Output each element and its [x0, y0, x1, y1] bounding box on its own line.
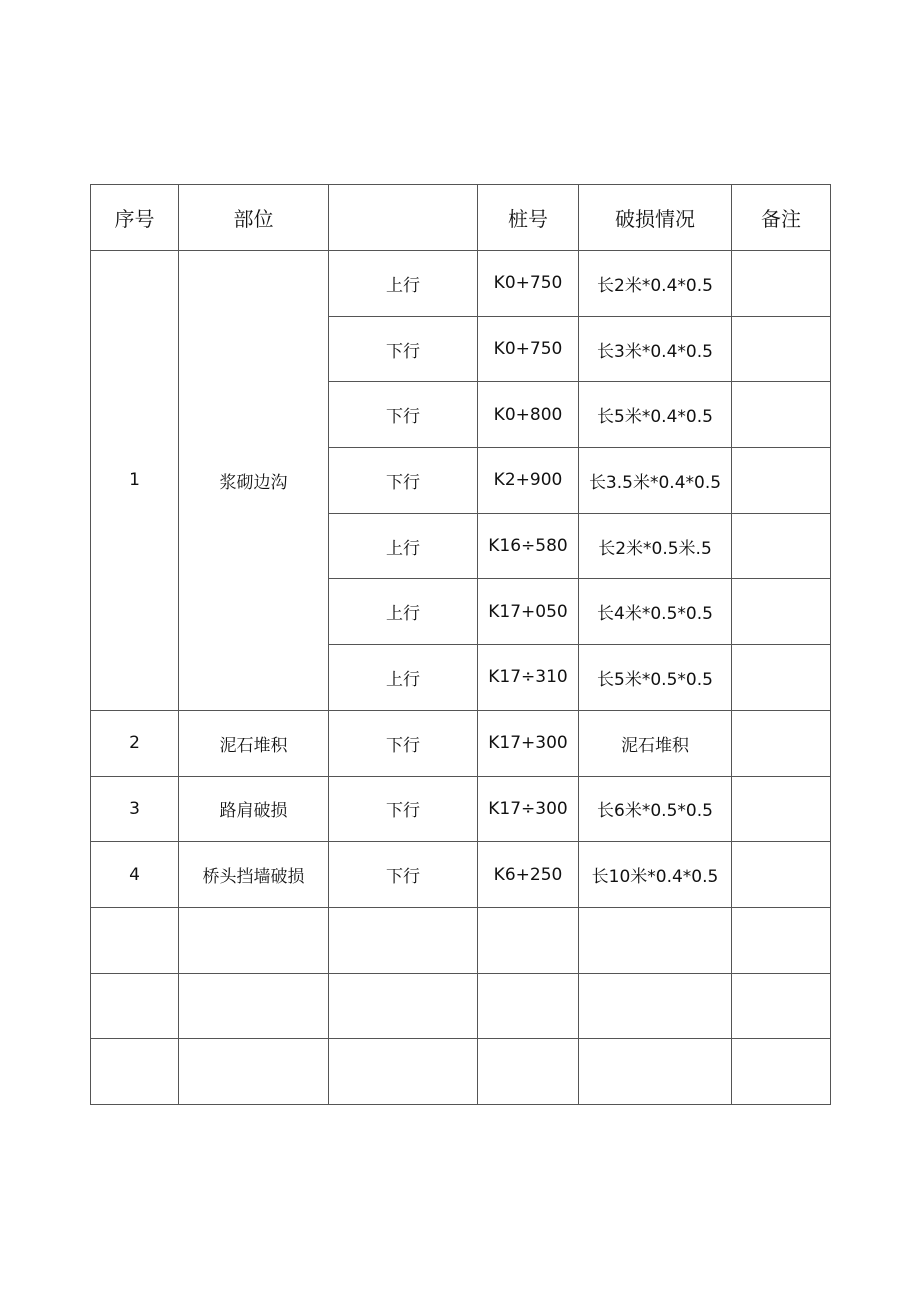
cell-part: [179, 973, 329, 1039]
cell-stake: K0+800: [478, 382, 579, 448]
cell-note: [732, 513, 831, 579]
damage-table: [90, 184, 831, 1105]
cell-no: 4: [91, 842, 179, 908]
header-note: 备注: [732, 185, 831, 251]
cell-note: [732, 776, 831, 842]
cell-part: 浆砌边沟: [179, 251, 329, 711]
cell-stake: K2+900: [478, 448, 579, 514]
cell-part: [179, 1039, 329, 1105]
cell-damage: 长3米*0.4*0.5: [579, 316, 732, 382]
cell-note: [732, 382, 831, 448]
table-row: [91, 710, 831, 776]
cell-direction: 下行: [329, 710, 478, 776]
cell-note: [732, 645, 831, 711]
cell-direction: 下行: [329, 776, 478, 842]
cell-note: [732, 579, 831, 645]
cell-stake: [478, 973, 579, 1039]
cell-stake: [478, 1039, 579, 1105]
cell-damage: 长2米*0.5米.5: [579, 513, 732, 579]
cell-direction: 下行: [329, 448, 478, 514]
cell-no: [91, 907, 179, 973]
cell-part: 泥石堆积: [179, 710, 329, 776]
cell-note: [732, 710, 831, 776]
cell-stake: [478, 907, 579, 973]
cell-direction: 上行: [329, 645, 478, 711]
cell-direction: 上行: [329, 513, 478, 579]
cell-direction: [329, 1039, 478, 1105]
cell-note: [732, 251, 831, 317]
cell-note: [732, 842, 831, 908]
header-direction: [329, 185, 478, 251]
cell-damage: [579, 973, 732, 1039]
table-row: [91, 1039, 831, 1105]
cell-stake: K17+050: [478, 579, 579, 645]
cell-no: 1: [91, 251, 179, 711]
cell-stake: K17÷310: [478, 645, 579, 711]
cell-stake: K16÷580: [478, 513, 579, 579]
cell-direction: 下行: [329, 842, 478, 908]
cell-note: [732, 316, 831, 382]
cell-damage: 长4米*0.5*0.5: [579, 579, 732, 645]
cell-part: 路肩破损: [179, 776, 329, 842]
cell-damage: 长2米*0.4*0.5: [579, 251, 732, 317]
cell-note: [732, 907, 831, 973]
table-row: [91, 842, 831, 908]
table-row: [91, 251, 831, 317]
cell-no: 2: [91, 710, 179, 776]
cell-note: [732, 973, 831, 1039]
header-row: [91, 185, 831, 251]
cell-direction: 上行: [329, 251, 478, 317]
cell-direction: [329, 907, 478, 973]
cell-no: [91, 1039, 179, 1105]
cell-damage: [579, 1039, 732, 1105]
table-row: [91, 776, 831, 842]
cell-note: [732, 448, 831, 514]
header-stake: 桩号: [478, 185, 579, 251]
cell-stake: K17÷300: [478, 776, 579, 842]
cell-damage: 长5米*0.5*0.5: [579, 645, 732, 711]
header-no: 序号: [91, 185, 179, 251]
cell-stake: K0+750: [478, 251, 579, 317]
cell-damage: 泥石堆积: [579, 710, 732, 776]
cell-direction: 下行: [329, 316, 478, 382]
cell-part: [179, 907, 329, 973]
table-row: [91, 973, 831, 1039]
cell-no: [91, 973, 179, 1039]
cell-direction: [329, 973, 478, 1039]
cell-damage: 长3.5米*0.4*0.5: [579, 448, 732, 514]
cell-direction: 上行: [329, 579, 478, 645]
header-damage: 破损情况: [579, 185, 732, 251]
cell-no: 3: [91, 776, 179, 842]
cell-note: [732, 1039, 831, 1105]
header-part: 部位: [179, 185, 329, 251]
cell-damage: 长6米*0.5*0.5: [579, 776, 732, 842]
cell-part: 桥头挡墙破损: [179, 842, 329, 908]
cell-direction: 下行: [329, 382, 478, 448]
cell-stake: K0+750: [478, 316, 579, 382]
cell-damage: 长5米*0.4*0.5: [579, 382, 732, 448]
cell-stake: K6+250: [478, 842, 579, 908]
cell-damage: 长10米*0.4*0.5: [579, 842, 732, 908]
cell-stake: K17+300: [478, 710, 579, 776]
table-row: [91, 907, 831, 973]
cell-damage: [579, 907, 732, 973]
